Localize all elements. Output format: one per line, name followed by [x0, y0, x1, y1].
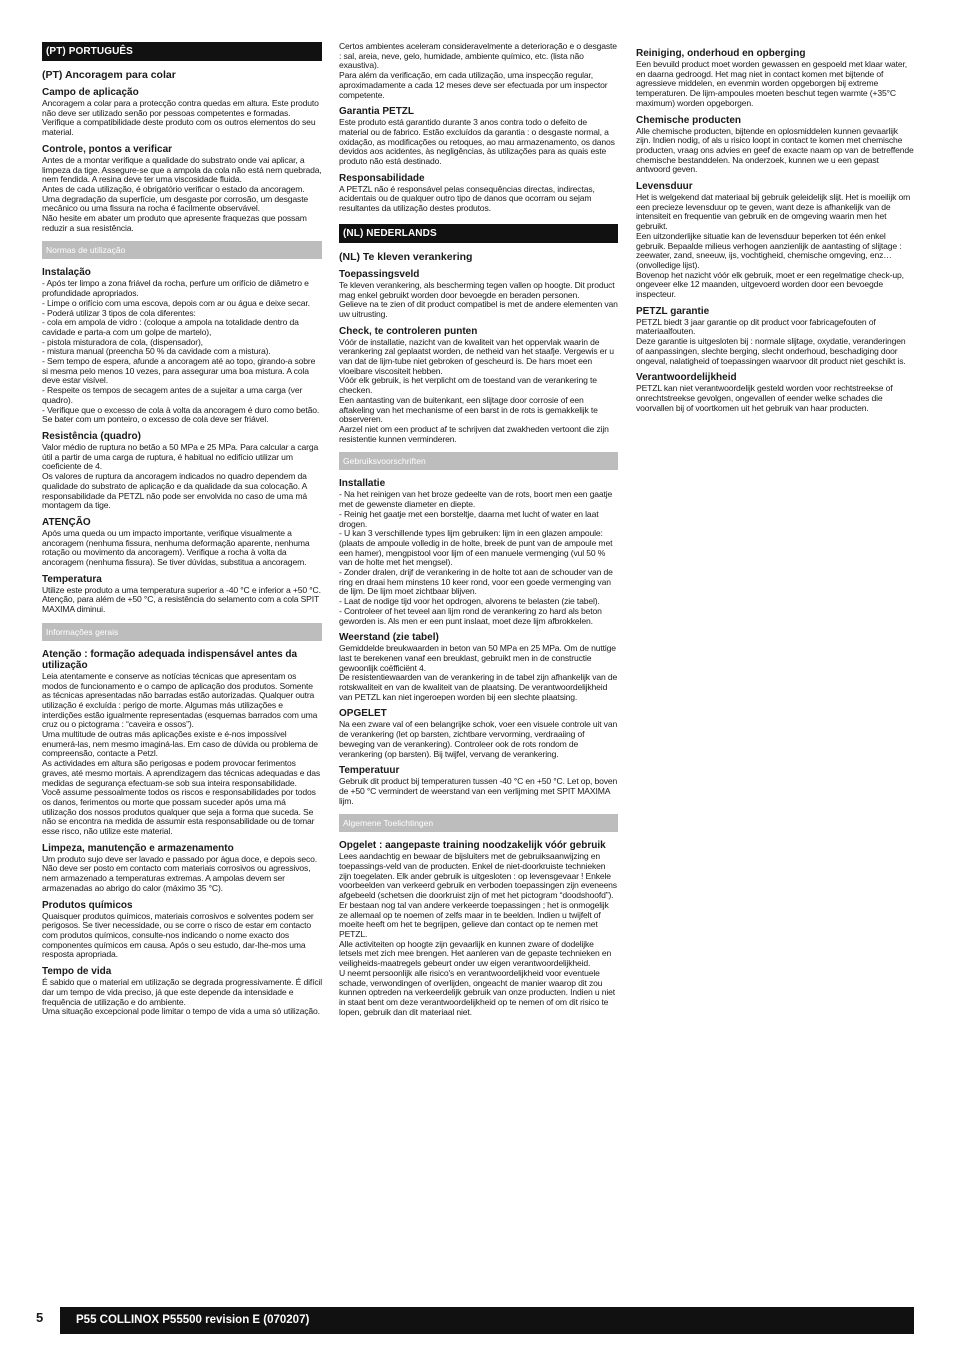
page-number: 5: [36, 1310, 44, 1325]
body-paragraph: Vóór de installatie, nazicht van de kwaliteit van het oppervlak waarin de verankering zal geplaatst worden, de netheid van het staafje. Vergewis er u van dat de lijm-tube niet gebroken of gescheurd is. De hars moet een vloeibare viscositeit hebben. Vóór elk gebruik, is het verplicht om de toestand van de verankering te checken. Een aantasting van de buitenkant, een slijtage door corrosie of een aftakeling van het mechanisme of een barst in de rots is gemakkelijk te observeren. Aarzel niet om een product af te schrijven dat zwakheden vertoont die zijn resistentie kunnen verminderen.: [339, 336, 614, 444]
section-heading: Responsabilidade: [339, 172, 425, 184]
body-paragraph: Este produto está garantido durante 3 anos contra todo o defeito de material ou de fabrico. Estão excluídos da garantia : o desgaste normal, a oxidação, as modificações ou retoques, ao mau armazenamento, os danos devidos aos acidentes, às negligências, às utilizações para as quais este produto não está destinado.: [339, 117, 615, 167]
footer-bar: P55 COLLINOX P55500 revision E (070207): [60, 1307, 914, 1334]
section-heading: Controle, pontos a verificar: [42, 143, 173, 155]
section-heading: Limpeza, manutenção e armazenamento: [42, 842, 234, 854]
column-dutch-continued: [636, 42, 914, 415]
body-paragraph: Certos ambientes aceleram consideravelmente a deterioração e o desgaste : sal, areia, neve, gelo, humidade, ambiente químico, etc. (lista não exaustiva). Para além da verificação, em cada utilização, uma inspecção regular, aproximadamente a cada 12 meses deve ser efectuada por um inspector competente.: [339, 41, 617, 100]
section-heading: Temperatura: [42, 573, 102, 585]
section-heading: Tempo de vida: [42, 966, 112, 978]
body-paragraph: É sabido que o material em utilização se degrada progressivamente. É difícil dar um tempo de vida preciso, já que este depende da intensidade e frequência de utilização e do ambiente. Uma situação excepcional pode limitar o tempo de vida a uma só utilização.: [42, 977, 322, 1017]
section-heading: Levensduur: [636, 181, 693, 193]
body-paragraph: - Após ter limpo a zona friável da rocha, perfure um orifício de diâmetro e profundidade apropriados. - Limpe o orifício com uma escova, depois com ar ou água e deixe secar. - Poderá utilizar 3 tipos de cola diferentes: - cola em ampola de vidro : (coloque a ampola na totalidade dentro da cavidade e parta-a com um golpe de martelo), - pistola misturadora de cola, (dispensador), - mistura manual (preencha 50 % da cavidade com a mistura). - Sem tempo de espera, afunde a ancoragem até ao topo, girando-a sobre si mesma pelo menos 10 vezes, para assegurar uma boa mistura. A cola deve estar visível. - Respeite os tempos de secagem antes de a sujeitar a uma carga (ver quadro). - Verifique que o excesso de cola à volta da ancoragem é duro como betão. Se bater com um ponteiro, o excesso de cola deve ser friável.: [42, 278, 320, 425]
body-paragraph: Utilize este produto a uma temperatura superior a -40 °C e inferior a +50 °C. Atenção, para além de +50 °C, a resistência do selamento com a cola SPIT MAXIMA diminui.: [42, 584, 321, 615]
section-heading: PETZL garantie: [636, 305, 710, 317]
section-heading: Temperatuur: [339, 765, 400, 777]
section-heading: Atenção : formação adequada indispensável antes da utilização: [42, 648, 298, 671]
body-paragraph: Após uma queda ou um impacto importante, verifique visualmente a ancoragem (nenhuma fissura, nenhuma deformação aparente, nenhuma rotação ou movimento da ancoragem). Verifique a rocha à volta da ancoragem (nenhuma fissura). Se tiver dúvidas, substitua a ancoragem.: [42, 527, 310, 568]
section-band: Normas de utilização: [42, 241, 322, 259]
body-paragraph: Een bevuild product moet worden gewassen en gespoeld met klaar water, en daarna gedroogd. Het mag niet in contact komen met bijtende of agressieve middelen, en evenmin worden opgeborgen bij extreme temperaturen. De lijm-ampoules moeten beschut tegen warmte (+35°C maximum) worden opgeborgen.: [636, 59, 908, 108]
content-blocks-pt-continued: [339, 42, 618, 214]
body-paragraph: Quaisquer produtos químicos, materiais corrosivos e solventes podem ser perigosos. Se tiver necessidade, ou se corre o risco de estar em contacto com produtos químicos, consulte-nos indicando o nome exacto dos componentes químicos em causa. Após o seu estudo, dar-lhe-mos uma resposta apropriada.: [42, 910, 314, 960]
body-paragraph: Alle chemische producten, bijtende en oplosmiddelen kunnen gevaarlijk zijn. Indien nodig, of als u risico loopt in contact te komen met chemische producten, vraag ons advies en geef de exacte naam op van de betreffende chemische bestanddelen. Na onderzoek, kunnen we u een gepast antwoord geven.: [636, 125, 914, 175]
section-heading: ATENÇÃO: [42, 516, 91, 528]
document-title-nl: (NL) Te kleven verankering: [339, 250, 473, 263]
body-paragraph: Valor médio de ruptura no betão a 50 MPa e 25 MPa. Para calcular a carga útil a partir de uma carga de ruptura, é habitual no edifício utilizar um coeficiente de 4. Os valores de ruptura da ancoragem indicados no quadro dependem da qualidade do substrato de aplicação e da qualidade da sua colocação. A responsabilidade da PETZL não pode ser envolvida no caso de uma má montagem da tige.: [42, 441, 319, 511]
content-blocks-nl: [339, 269, 618, 1017]
section-heading: Produtos químicos: [42, 899, 133, 911]
body-paragraph: - Na het reinigen van het broze gedeelte van de rots, boort men een gaatje met de gewenste diameter en diepte. - Reinig het gaatje met een borsteltje, daarna met lucht of water en laat drogen. - U kan 3 verschillende types lijm gebruiken: lijm in een glazen ampoule: (plaats de ampoule volledig in de holte, breek de punt van de ampoule met een hamer), mengpistool voor lijm of een manuele vermenging (vul 50 % van de holte met het mengsel). - Zonder dralen, drijf de verankering in de holte tot aan de schouder van de ring en draai hem minstens 10 keer rond, voor een goede vermenging van de lijm. De lijm moet zichtbaar blijven. - Laat de nodige tijd voor het opdrogen, alvorens te belasten (zie tabel). - Controleer of het teveel aan lijm rond de verankering zo hard als beton geworden is. Als men er een punt inslaat, moet deze lijm afbrokkelen.: [339, 489, 613, 626]
section-heading: Toepassingsveld: [339, 268, 420, 280]
column-middle: [339, 42, 618, 1019]
body-paragraph: Te kleven verankering, als bescherming tegen vallen op hoogte. Dit product mag enkel gebruikt worden door bevoegde en beraden personen. Gelieve na te zien of dit product compatibel is met de andere elementen van uw uitrusting.: [339, 279, 618, 319]
section-band: Algemene Toelichtingen: [339, 814, 618, 832]
language-header-nl: (NL) NEDERLANDS: [339, 224, 618, 243]
section-heading: Instalação: [42, 267, 91, 279]
document-title-pt: (PT) Ancoragem para colar: [42, 69, 176, 81]
body-paragraph: PETZL kan niet verantwoordelijk gesteld worden voor rechtstreekse of onrechtstreekse gevolgen, ongevallen of eender welke schades die voorvallen bij of voortkomen uit het gebruik van haar producten.: [636, 383, 893, 413]
section-heading: OPGELET: [339, 708, 387, 720]
body-paragraph: Het is welgekend dat materiaal bij gebruik geleidelijk slijt. Het is moeilijk om een precieze levensduur op te geven, want deze is afhankelijk van de intensiteit en frequentie van gebruik en de omgeving waarin men het gebruikt. Een uitzonderlijke situatie kan de levensduur beperken tot één enkel gebruik. Bepaalde milieus verhogen aanzienlijk de aantasting of slijtage : zeewater, zand, sneeuw, ijs, vochtigheid, chemische omgeving, enz…(onvolledige lijst). Bovenop het nazicht vóór elk gebruik, moet er een regelmatige check-up, ongeveer elke 12 maanden, uitgevoerd worden door een bevoegde inspecteur.: [636, 192, 911, 300]
section-heading: Campo de aplicação: [42, 87, 139, 98]
section-heading: Check, te controleren punten: [339, 325, 478, 337]
section-heading: Installatie: [339, 478, 386, 490]
section-heading: Resistência (quadro): [42, 430, 141, 442]
body-paragraph: Lees aandachtig en bewaar de bijsluiters met de gebruiksaanwijzing en toepassings-veld van de producten. Enkel de niet-doorkruiste technieken zijn toegelaten. Elk ander gebruik is uitgesloten : op levensgevaar ! Enkele voorbeelden van verkeerd gebruik en verboden toepassingen zijn eveneens afgebeeld (schetsen die doorkruist zijn of met het pictogram “doodshoofd”). Er bestaan nog tal van andere verkeerde toepassingen ; het is onmogelijk ze allemaal op te noemen of zelfs maar in te beelden. Indien u twijfelt of moeite heeft om het te begrijpen, gelieve dan contact op te nemen met PETZL. Alle activiteiten op hoogte zijn gevaarlijk en kunnen zware of dodelijke letsels met zich mee brengen. Het aanleren van de gepaste technieken en veiligheids-maatregels gebeurt onder uw eigen verantwoordelijkheid. U neemt persoonlijk alle risico's en verantwoordelijkheid voor eventuele schade, verwondingen of overlijden, ongeacht de manier waarop dit zou kunnen optreden na verkeerdelijk gebruik van onze producten. Indien u niet in staat bent om deze verantwoordelijkheid op te nemen of om dit risico te lopen, gebruik dan dit materiaal niet.: [339, 851, 617, 1017]
content-blocks-pt: [42, 87, 322, 1017]
column-portuguese: [42, 42, 322, 1019]
section-heading: Garantia PETZL: [339, 106, 415, 118]
language-header-pt: (PT) PORTUGUÊS: [42, 42, 322, 61]
body-paragraph: Um produto sujo deve ser lavado e passado por água doce, e depois seco. Não deve ser posto em contacto com materiais corrosivos ou agressivos, nem armazenado a temperaturas extremas. A ampolas devem ser armazenadas ao abrigo do calor (máximo 35 °C).: [42, 853, 318, 893]
body-paragraph: Leia atentamente e conserve as notícias técnicas que apresentam os modos de funcionamento e o campo de aplicação dos produtos. Somente as técnicas apresentadas não barradas estão autorizadas. Qualquer outra utilização é excluída : perigo de morte. Algumas más utilizações e interdições estão igualmente representadas (esquemas barrados com uma cruz ou o pictograma : “caveira e ossos”). Uma multitude de outras más aplicações existe e é-nos impossível enumerá-las, nem mesmo imaginá-las. Em caso de dúvida ou problema de compreensão, contacte a Petzl. As actividades em altura são perigosas e podem provocar ferimentos graves, até mesmo mortais. A aprendizagem das técnicas adequadas e das medidas de segurança efectuam-se sob sua inteira responsabilidade. Você assume pessoalmente todos os riscos e responsabilidades por todos os danos, ferimentos ou morte que possam suceder após uma má utilização dos nossos produtos qualquer que seja a forma que suceda. Se não se encontra na medida de assumir esta responsabilidade ou de tomar esse risco, não utilize este material.: [42, 670, 321, 837]
section-heading: Chemische producten: [636, 114, 742, 126]
section-heading: Opgelet : aangepaste training noodzakelijk vóór gebruik: [339, 840, 606, 852]
body-paragraph: Na een zware val of een belangrijke schok, voer een visuele controle uit van de verankering (let op barsten, zichtbare vervorming, verdraaiing of beweging van de verankering). Controleer ook de rots rondom de verankering (op barsten). Bij twijfel, vervang de verankering.: [339, 719, 618, 759]
section-band: Informações gerais: [42, 623, 322, 641]
content-blocks-nl-continued: [636, 48, 914, 413]
body-paragraph: Antes de a montar verifique a qualidade do substrato onde vai aplicar, a limpeza da tige. Assegure-se que a ampola da cola não está nem quebrada, nem fendida. A resina deve ter uma viscosidade fluida. Antes de cada utilização, é obrigatório verificar o estado da ancoragem. Uma degradação da superfície, um desgaste por corrosão, um desgaste mecânico ou uma fissura na rocha é facilmente observável. Não hesite em abater um produto que apresente fraquezas que possam reduzir a sua resistência.: [42, 154, 322, 233]
body-paragraph: PETZL biedt 3 jaar garantie op dit product voor fabricagefouten of materiaalfouten. Deze garantie is uitgesloten bij : normale slijtage, oxydatie, veranderingen of aanpassingen, slechte berging, slecht onderhoud, beschadiging door ongeval, nalatigheid of toepassingen waarvoor dit product niet geschikt is.: [636, 316, 906, 366]
section-heading: Reiniging, onderhoud en opberging: [636, 48, 806, 59]
section-band: Gebruiksvoorschriften: [339, 452, 618, 470]
body-paragraph: A PETZL não é responsável pelas consequências directas, indirectas, acidentais ou de qualquer outro tipo de danos que ocorram ou sejam resultantes da utilização destes produtos.: [339, 183, 595, 214]
body-paragraph: Gebruik dit product bij temperaturen tussen -40 °C en +50 °C. Let op, boven de +50 °C vermindert de weerstand van een verlijming met SPIT MAXIMA lijm.: [339, 776, 618, 806]
section-heading: Weerstand (zie tabel): [339, 632, 439, 644]
section-heading: Verantwoordelijkheid: [636, 372, 737, 384]
body-paragraph: Ancoragem a colar para a protecção contra quedas em altura. Este produto não deve ser utilizado senão por pessoas competentes e formadas. Verifique a compatibilidade deste produto com os outros elementos do seu material.: [42, 98, 319, 138]
body-paragraph: Gemiddelde breukwaarden in beton van 50 MPa en 25 MPa. Om de nuttige last te berekenen vanaf een breuklast, gebruikt men in de constructie gewoonlijk coëfficiënt 4. De resistentiewaarden van de verankering in de tabel zijn afhankelijk van de rotskwaliteit en van de kwaliteit van de plaatsing. De verantwoordelijkheid van PETZL kan niet ingeroepen worden bij een slechte plaatsing.: [339, 643, 618, 702]
